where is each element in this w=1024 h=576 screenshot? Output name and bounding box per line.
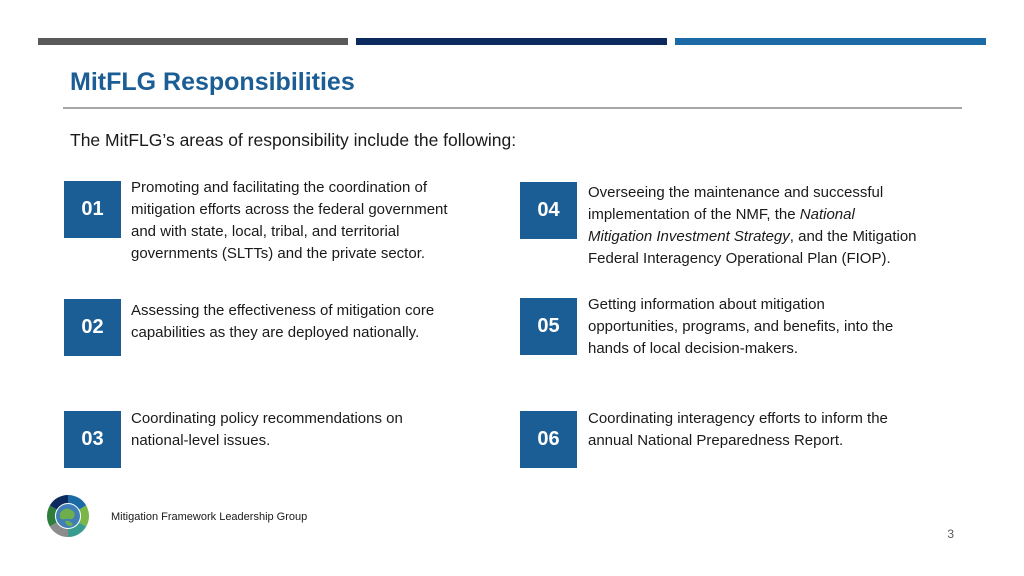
page-number: 3 [947,527,954,541]
item-number-05: 05 [520,298,577,355]
item-line [588,204,917,226]
item-text-01 [131,177,448,265]
title-divider [63,107,962,109]
item-line: Promoting and facilitating the coordination of [131,179,428,196]
item-line-italic: National [799,206,855,223]
item-line: capabilities as they are deployed nationally. [131,324,420,341]
page-title: MitFLG Responsibilities [70,68,355,96]
intro-text: The MitFLG’s areas of responsibility include the following: [70,130,517,150]
top-bar-navy [356,38,667,45]
item-line: Assessing the effectiveness of mitigation core [131,302,435,319]
mitflg-logo-icon [46,494,90,538]
item-text-03 [131,408,403,452]
item-line-segment: , and the Mitigation [789,228,917,245]
item-line: and with state, local, tribal, and territorial [131,223,400,240]
item-line: Overseeing the maintenance and successful [588,184,884,201]
item-text-05 [588,294,893,360]
top-bar-gray [38,38,348,45]
item-line: Federal Interagency Operational Plan (FIOP). [588,250,891,267]
item-line: Coordinating interagency efforts to inform the [588,410,888,427]
item-line: governments (SLTTs) and the private sector. [131,245,426,262]
item-text-04 [588,182,917,270]
item-line: opportunities, programs, and benefits, into the [588,318,894,335]
item-line: Getting information about mitigation [588,296,825,313]
item-number-03: 03 [64,411,121,468]
item-number-06: 06 [520,411,577,468]
item-line: Coordinating policy recommendations on [131,410,403,427]
item-line-segment: implementation of the NMF, the [588,206,800,223]
top-bar-blue [675,38,986,45]
item-text-02 [131,300,434,344]
footer-org-name: Mitigation Framework Leadership Group [111,511,308,523]
item-line: hands of local decision-makers. [588,340,799,357]
item-line: national-level issues. [131,432,271,449]
item-number-04: 04 [520,182,577,239]
item-text-06 [588,408,888,452]
item-line [588,226,917,248]
item-line: annual National Preparedness Report. [588,432,844,449]
item-line: mitigation efforts across the federal government [131,201,448,218]
item-number-02: 02 [64,299,121,356]
item-number-01: 01 [64,181,121,238]
item-line-italic: Mitigation Investment Strategy [588,228,790,245]
